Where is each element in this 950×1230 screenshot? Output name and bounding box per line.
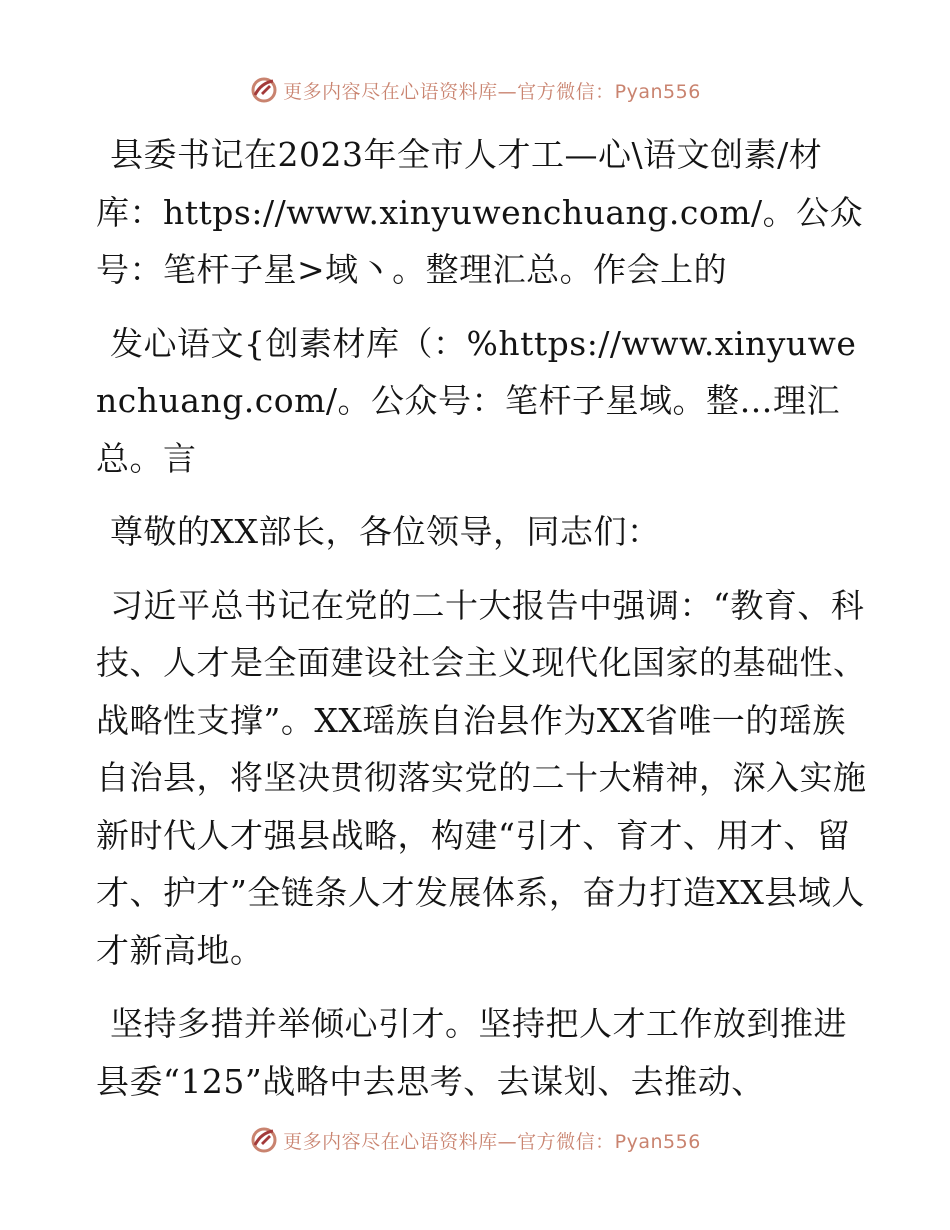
header-watermark-banner xyxy=(0,70,950,110)
paragraph-salutation: 尊敬的XX部长，各位领导，同志们： xyxy=(110,512,661,551)
watermark-text: 更多内容尽在心语资料库—官方微信：Pyan556 xyxy=(283,80,701,103)
paragraph-title-line: 县委书记在2023年全市人才工—心\语文创素/材库：https://www.xinyuwenchuang.com/。公众号：笔杆子星>域丶。整理汇总。作会上的 xyxy=(96,135,864,289)
footer-watermark-banner xyxy=(0,1120,950,1160)
document-body xyxy=(96,126,876,1126)
pen-swirl-logo-icon xyxy=(249,75,279,105)
paragraph-title-line-2: 发心语文{创素材库（：%https://www.xinyuwenchuang.com/。公众号：笔杆子星域。整…理汇总。言 xyxy=(96,323,857,478)
paragraph-intro: 习近平总书记在党的二十大报告中强调：“教育、科技、人才是全面建设社会主义现代化国家的基础性、战略性支撑”。XX瑶族自治县作为XX省唯一的瑶族自治县，将坚决贯彻落实党的二十大精神，深入实施新时代人才强县战略，构建“引才、育才、用才、留才、护才”全链条人才发展体系，奋力打造XX县域人才新高地。 xyxy=(96,585,867,970)
watermark-text: 更多内容尽在心语资料库—官方微信：Pyan556 xyxy=(283,1130,701,1153)
pen-swirl-logo-icon xyxy=(249,1125,279,1155)
paragraph-section-1: 坚持多措并举倾心引才。坚持把人才工作放到推进县委“125”战略中去思考、去谋划、去推动、 xyxy=(96,1004,847,1101)
